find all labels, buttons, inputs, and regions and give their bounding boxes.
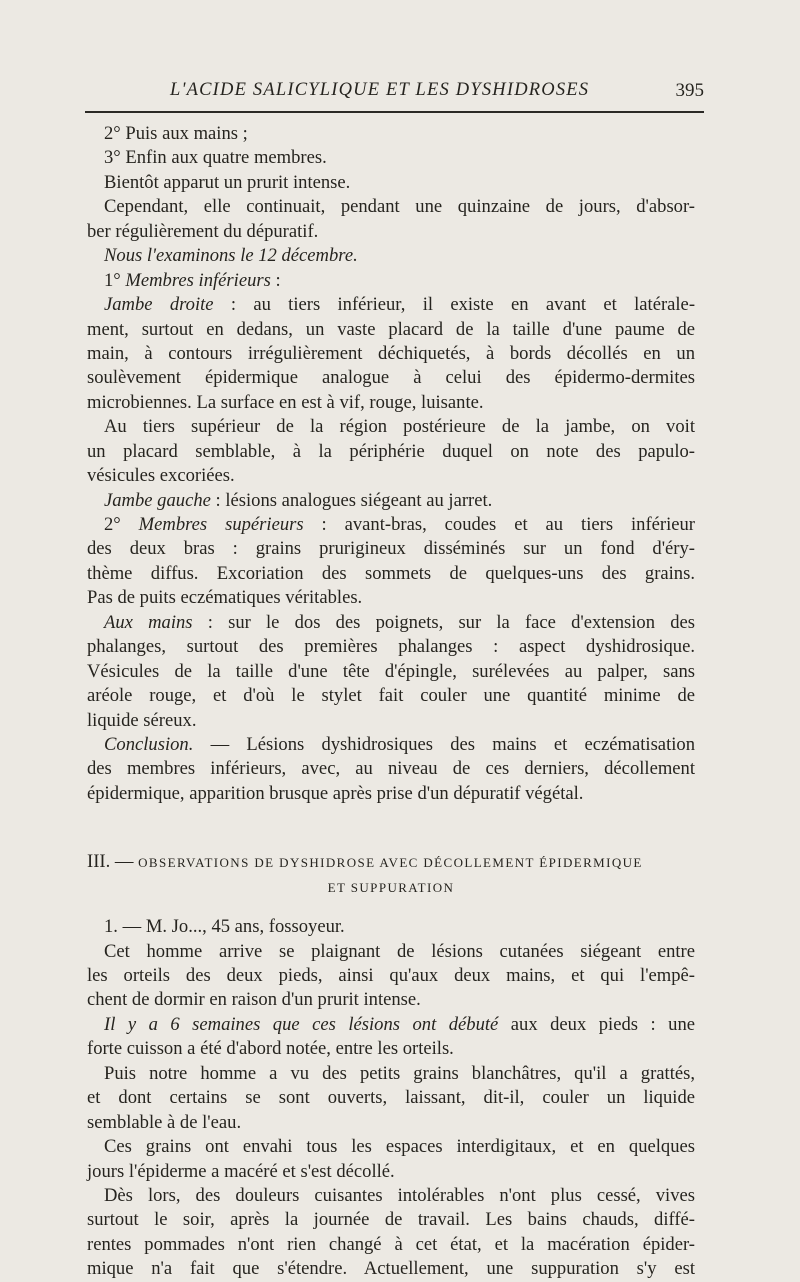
page-header (85, 80, 704, 108)
section-heading (87, 850, 695, 874)
text-line: Nous l'examinons le 12 décembre. (104, 245, 358, 267)
text-line: semblable à de l'eau. (87, 1111, 242, 1133)
text-line: des deux bras : grains prurigineux disséminés sur un fond d'éry- (87, 538, 695, 560)
section-title-line2: ET SUPPURATION (327, 879, 455, 895)
text-line: épidermique, apparition brusque après prise d'un dépuratif végétal. (87, 782, 584, 804)
list-number: 1° (104, 269, 121, 291)
section-heading-continued (87, 875, 695, 899)
text-line: et dont certains se sont ouverts, laissant, dit-il, couler un liquide (87, 1087, 695, 1109)
text-line (87, 513, 695, 537)
text-line: aréole rouge, et d'où le stylet fait couler une quantité minime de (87, 685, 695, 707)
text-line: Cependant, elle continuait, pendant une quinzaine de jours, d'absor- (104, 196, 695, 218)
text-line: Cet homme arrive se plaignant de lésions cutanées siégeant entre (104, 940, 695, 962)
text-line: Pas de puits eczématiques véritables. (87, 587, 363, 609)
section-title: OBSERVATIONS DE DYSHIDROSE AVEC DÉCOLLEMENT ÉPIDERMIQUE (138, 855, 643, 871)
text-fragment: : lésions analogues siégeant au jarret. (210, 489, 493, 511)
subheading: Membres supérieurs (138, 514, 304, 535)
section-number: III. (87, 851, 111, 873)
text-fragment: : au tiers inférieur, il existe en avant et latérale- (213, 294, 696, 316)
text-line (87, 1013, 695, 1037)
body-text (87, 122, 695, 1282)
text-fragment: : avant-bras, coudes et au tiers inférieur (303, 514, 695, 535)
list-number: 2° (104, 514, 121, 535)
subheading: Jambe gauche (104, 489, 211, 511)
text-line: ber régulièrement du dépuratif. (87, 220, 319, 242)
text-fragment: aux deux pieds : une (498, 1013, 695, 1035)
case-spacer (87, 899, 695, 915)
text-line: un placard semblable, à la périphérie duquel on note des papulo- (87, 440, 695, 462)
text-line: microbiennes. La surface en est à vif, rouge, luisante. (87, 391, 484, 413)
text-line: jours l'épiderme a macéré et s'est décollé. (87, 1160, 395, 1182)
text-fragment: — (110, 851, 139, 873)
subheading: Membres inférieurs (125, 269, 271, 291)
text-line: les orteils des deux pieds, ainsi qu'aux deux mains, et qui l'empê- (87, 965, 695, 986)
text-line: ment, surtout en dedans, un vaste placard de la taille d'une paume de (87, 318, 695, 340)
section-spacer (87, 806, 695, 850)
text-line (87, 611, 695, 635)
text-fragment: : (270, 269, 281, 291)
text-line: mique n'a fait que s'étendre. Actuellement, une suppuration s'y est (87, 1258, 695, 1280)
text-line: 2° Puis aux mains ; (104, 123, 248, 144)
text-line: des membres inférieurs, avec, au niveau de ces derniers, décollement (87, 758, 695, 780)
text-line (87, 489, 695, 513)
text-fragment: : sur le dos des poignets, sur la face d'extension des (192, 611, 695, 633)
subheading: Aux mains (104, 611, 193, 633)
text-line: 1. — M. Jo..., 45 ans, fossoyeur. (104, 916, 345, 938)
text-line: surtout le soir, après la journée de travail. Les bains chauds, diffé- (87, 1209, 695, 1231)
text-fragment: — Lésions dyshidrosiques des mains et eczématisation (193, 733, 695, 755)
text-line: Ces grains ont envahi tous les espaces interdigitaux, et en quelques (104, 1136, 695, 1158)
emphasis: Il y a 6 semaines que ces lésions ont débuté (104, 1013, 499, 1035)
text-line (87, 293, 695, 317)
running-title: L'ACIDE SALICYLIQUE ET LES DYSHIDROSES (170, 80, 590, 100)
text-line (87, 733, 695, 757)
text-line: Dès lors, des douleurs cuisantes intolérables n'ont plus cessé, vives (104, 1184, 695, 1206)
text-line: 3° Enfin aux quatre membres. (104, 147, 327, 169)
text-line: Bientôt apparut un prurit intense. (104, 171, 351, 193)
text-line: vésicules excoriées. (87, 465, 235, 487)
text-line: thème diffus. Excoriation des sommets de quelques-uns des grains. (87, 562, 695, 584)
header-rule (85, 111, 704, 113)
text-line: phalanges, surtout des premières phalanges : aspect dyshidrosique. (87, 636, 695, 658)
text-line: forte cuisson a été d'abord notée, entre les orteils. (87, 1038, 454, 1060)
text-line: Puis notre homme a vu des petits grains blanchâtres, qu'il a grattés, (104, 1062, 695, 1084)
text-line: chent de dormir en raison d'un prurit intense. (87, 989, 421, 1011)
text-line: Vésicules de la taille d'une tête d'épingle, surélevées au palper, sans (87, 660, 695, 682)
text-line: liquide séreux. (87, 709, 197, 731)
text-line (87, 269, 695, 293)
subheading: Jambe droite (104, 294, 214, 316)
text-line: rentes pommades n'ont rien changé à cet état, et la macération épider- (87, 1233, 695, 1255)
text-line: Au tiers supérieur de la région postérieure de la jambe, on voit (104, 416, 695, 438)
subheading: Conclusion. (104, 733, 194, 755)
text-line: soulèvement épidermique analogue à celui des épidermo-dermites (87, 367, 695, 389)
page-number: 395 (675, 80, 704, 101)
text-line: main, à contours irrégulièrement déchiquetés, à bords décollés en un (87, 342, 695, 364)
